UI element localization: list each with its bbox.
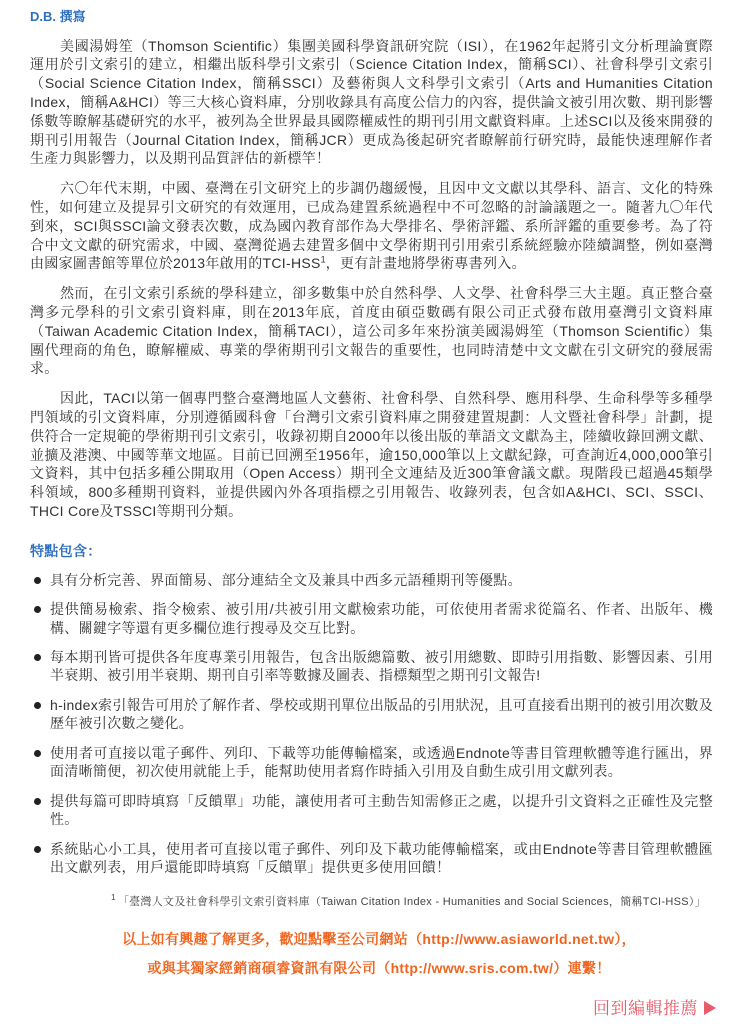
feature-item-text: 具有分析完善、界面簡易、部分連結全文及兼具中西多元語種期刊等優點。 — [50, 571, 522, 588]
bullet-icon — [34, 750, 41, 757]
paragraph-1: 美國湯姆笙（Thomson Scientific）集團美國科學資訊研究院（ISI），在1962年起將引文分析理論實際運用於引文索引的建立，相繼出版科學引文索引（Science Citation Index，簡稱SCI）、社會科學引文索引（Social Science Citation Index，簡稱SSCI）及藝術與人文科學引文索引（Arts and Humanities Citation Index，簡稱A&HCI）等三大核心資料庫，分別收錄具有高度公信力的內容，提供論文被引用次數、期刊影響係數等瞭解基礎研究的水平，被列為全世界最具國際權威性的期刊引用文獻資料庫。上述SCI以及後來開發的期刊引用報告（Journal Citation Index，簡稱JCR）更成為後起研究者瞭解前行研究時，最能快速理解作者生產力與影響力，以及期刊品質評估的新標竿！ — [30, 37, 713, 167]
bullet-icon — [34, 846, 41, 853]
feature-item — [30, 600, 713, 638]
author-byline: D.B. 撰寫 — [30, 9, 86, 24]
feature-item-text: 使用者可直接以電子郵件、列印、下載等功能傳輸檔案，或透過Endnote等書目管理軟體等進行匯出，界面清晰簡便，初次使用就能上手，能幫助使用者寫作時插入引用及自動生成引用文獻列表。 — [50, 744, 713, 780]
feature-item-text: 系統貼心小工具，使用者可直接以電子郵件、列印及下載功能傳輸檔案，或由Endnote等書目管理軟體匯出文獻列表，用戶還能即時填寫「反饋單」提供更多使用回饋！ — [50, 840, 713, 876]
feature-item-text: 提供每篇可即時填寫「反饋單」功能，讓使用者可主動告知需修正之處，以提升引文資料之正確性及完整性。 — [50, 792, 713, 828]
contact-text: ）連繫！ — [553, 960, 611, 976]
bullet-icon — [34, 577, 41, 584]
bullet-icon — [34, 798, 41, 805]
feature-item — [30, 792, 713, 830]
bullet-icon — [34, 606, 41, 613]
article-body — [30, 0, 713, 877]
feature-item-text: 每本期刊皆可提供各年度專業引用報告，包含出版總篇數、被引用總數、即時引用指數、影響因素、引用半衰期、被引用半衰期、期刊自引率等數據及圖表、指標類型之期刊引文報告! — [50, 648, 713, 684]
feature-item — [30, 648, 713, 686]
contact-line-distributor — [30, 954, 728, 983]
contact-text: ）， — [614, 931, 636, 947]
back-to-editor-picks-link[interactable] — [593, 998, 716, 1020]
paragraph-2-text: 六〇年代末期，中國、臺灣在引文研究上的步調仍趨緩慢，且因中文文獻以其學科、語言、文化的特殊性，如何建立及提昇引文研究的有效運用，已成為建置系統過程中不可忽略的討論議題之一。隨著九〇年代到來，SCI與SSCI論文發表次數，成為國內教育部作為大學排名、學術評鑑、系所評鑑的重要參考。為了符合中文文獻的研究需求，中國、臺灣從過去建置多個中文學術期刊引用索引系統經驗亦陸續調整，例如臺灣由國家圖書館等單位於2013年啟用的TCI-HSS — [30, 180, 713, 272]
paragraph-2 — [30, 179, 713, 273]
feature-item — [30, 696, 713, 734]
footnote-marker: 1 — [111, 893, 116, 903]
feature-item — [30, 744, 713, 782]
feature-item — [30, 571, 713, 590]
features-heading: 特點包含： — [30, 542, 102, 559]
feature-item-text: 提供簡易檢索、指令檢索、被引用/共被引用文獻檢索功能，可依使用者需求從篇名、作者、出版年、機構、關鍵字等還有更多欄位進行搜尋及交互比對。 — [50, 600, 713, 636]
bullet-icon — [34, 654, 41, 661]
paragraph-4: 因此，TACI以第一個專門整合臺灣地區人文藝術、社會科學、自然科學、應用科學、生命科學等多種學門領域的引文資料庫，分別遵循國科會「台灣引文索引資料庫之開發建置規劃：人文暨社會科學」計劃，提供符合一定規範的學術期刊引文索引，收錄初期自2000年以後出版的華語文文獻為主，陸續收錄回溯文獻、並擴及港澳、中國等華文地區。目前已回溯至1956年，逾150,000筆以上文獻紀錄，可查詢近4,000,000筆引文資料，其中包括多種公開取用（Open Access）期刊全文連結及近300筆會議文獻。現階段已超過45類學科領域，800多種期刊資料，並提供國內外各項指標之引用報告、收錄列表，包含如A&HCI、SCI、SSCI、THCI Core及TSSCI等期刊分類。 — [30, 390, 713, 519]
features-list — [30, 571, 713, 878]
company-website-link[interactable]: http://www.asiaworld.net.tw — [422, 931, 615, 947]
contact-text: 或與其獨家經銷商碩睿資訊有限公司（ — [147, 960, 391, 976]
arrow-right-icon — [704, 1001, 716, 1015]
feature-item-text: h-index索引報告可用於了解作者、學校或期刊單位出版品的引用狀況，且可直接看出期刊的被引用次數及歷年被引次數之變化。 — [50, 696, 713, 732]
back-link-label: 回到編輯推薦 — [593, 999, 698, 1018]
footnote-reference: 1 — [320, 254, 326, 265]
paragraph-2-text-end: ，更有計畫地將學術專書列入。 — [325, 255, 526, 272]
contact-line-company — [30, 925, 728, 954]
footnote — [60, 895, 706, 909]
contact-text: 以上如有興趣了解更多，歡迎點擊至公司網站（ — [122, 931, 423, 947]
distributor-website-link[interactable]: http://www.sris.com.tw/ — [390, 960, 554, 976]
contact-info — [30, 925, 728, 983]
bullet-icon — [34, 702, 41, 709]
paragraph-3: 然而，在引文索引系統的學科建立，卻多數集中於自然科學、人文學、社會科學三大主題。真正整合臺灣多元學科的引文索引資料庫，則在2013年底，首度由碩亞數碼有限公司正式發布啟用臺灣引文資料庫（Taiwan Academic Citation Index，簡稱TACI），這公司多年來扮演美國湯姆笙（Thomson Scientific）集團代理商的角色，瞭解權威、專業的學術期刊引文報告的重要性，也同時清楚中文文獻在引文研究的發展需求。 — [30, 285, 713, 377]
feature-item — [30, 840, 713, 878]
footnote-text: 「臺灣人文及社會科學引文索引資料庫（Taiwan Citation Index - Humanities and Social Sciences，簡稱TCI-HSS）」 — [117, 896, 706, 908]
